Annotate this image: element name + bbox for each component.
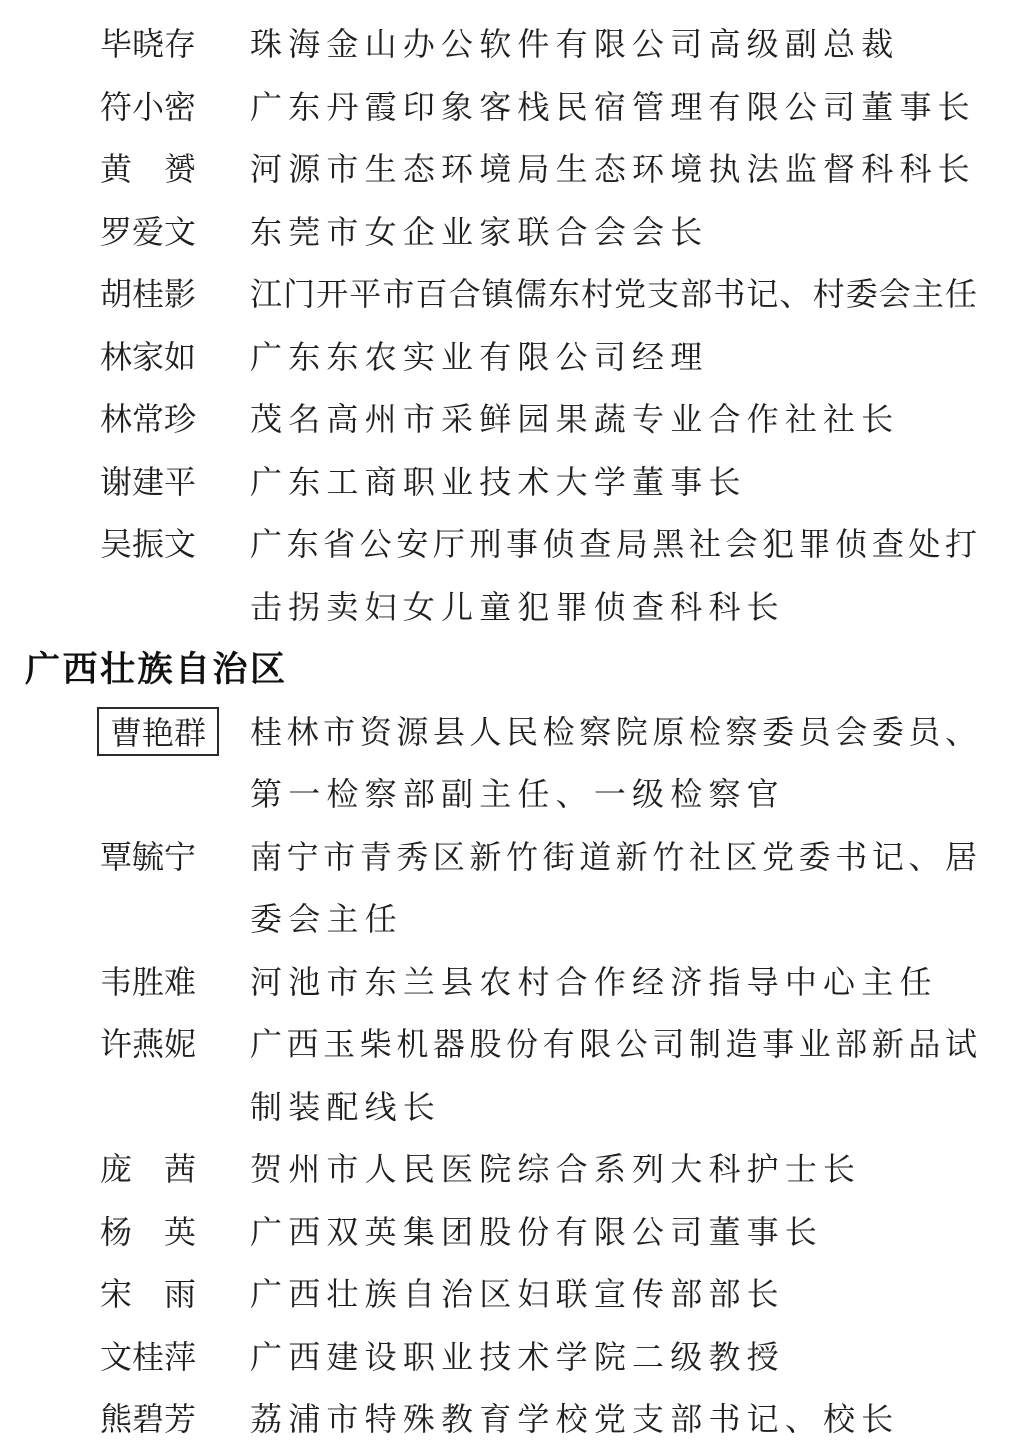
recipient-title-line: 广 东 东 农 实 业 有 限 公 司 经 理 <box>250 338 703 375</box>
recipient-entry <box>0 1261 1025 1324</box>
recipient-title-line: 广 东 工 商 职 业 技 术 大 学 董 事 长 <box>250 463 741 500</box>
recipient-name: 毕 晓 存 <box>100 26 197 63</box>
recipient-name-cell <box>0 1011 250 1074</box>
recipient-title-cell <box>250 699 1025 824</box>
recipient-entry <box>0 824 1025 949</box>
recipient-name-cell <box>0 824 250 887</box>
recipient-title-cell <box>250 1261 1025 1324</box>
recipient-name: 文 桂 萍 <box>100 1338 197 1375</box>
recipient-entry <box>0 386 1025 449</box>
recipient-name: 林 家 如 <box>100 338 197 375</box>
recipient-name: 韦 胜 难 <box>100 963 197 1000</box>
recipient-entry <box>0 1324 1025 1387</box>
recipient-title-cell <box>250 136 1025 199</box>
recipient-title-line: 贺 州 市 人 民 医 院 综 合 系 列 大 科 护 士 长 <box>250 1151 856 1188</box>
recipient-name: 谢 建 平 <box>100 463 197 500</box>
recipient-entry <box>0 1136 1025 1199</box>
recipient-name: 杨 英 <box>100 1213 196 1250</box>
recipient-name: 宋 雨 <box>100 1276 196 1313</box>
recipient-title-line: 广 东 省 公 安 厅 刑 事 侦 查 局 黑 社 会 犯 罪 侦 查 处 打 <box>250 526 977 563</box>
recipient-name: 覃 毓 宁 <box>100 838 197 875</box>
recipient-entry <box>0 324 1025 387</box>
recipient-entry <box>0 1011 1025 1136</box>
recipient-title-line: 第 一 检 察 部 副 主 任 、 一 级 检 察 官 <box>250 776 779 813</box>
recipient-entry <box>0 699 1025 824</box>
recipient-name-cell <box>0 511 250 574</box>
recipient-name-cell <box>0 386 250 449</box>
recipient-entry <box>0 136 1025 199</box>
recipient-name-cell <box>0 449 250 512</box>
recipient-title-cell <box>250 1324 1025 1387</box>
recipient-title-cell <box>250 1386 1025 1449</box>
recipient-title-line: 南 宁 市 青 秀 区 新 竹 街 道 新 竹 社 区 党 委 书 记 、 居 <box>250 838 977 875</box>
recipient-entry <box>0 511 1025 636</box>
recipient-title-line: 河 源 市 生 态 环 境 局 生 态 环 境 执 法 监 督 科 科 长 <box>250 151 970 188</box>
recipient-title-line: 东 莞 市 女 企 业 家 联 合 会 会 长 <box>250 213 703 250</box>
recipient-title-line: 茂 名 高 州 市 采 鲜 园 果 蔬 专 业 合 作 社 社 长 <box>250 401 894 438</box>
recipient-name-cell <box>0 74 250 137</box>
recipient-name-boxed: 曹 艳 群 <box>97 707 219 756</box>
recipient-entry <box>0 1199 1025 1262</box>
section-header: 广西壮族自治区 <box>25 650 288 690</box>
recipient-name: 黄 赟 <box>100 151 196 188</box>
recipient-name-cell <box>0 949 250 1012</box>
recipient-title-cell <box>250 824 1025 949</box>
recipient-name-cell <box>0 1324 250 1387</box>
recipient-name: 胡 桂 影 <box>100 276 197 313</box>
recipient-name-cell <box>0 699 250 756</box>
recipient-name: 许 燕 妮 <box>100 1026 197 1063</box>
recipient-title-line: 广 西 壮 族 自 治 区 妇 联 宣 传 部 部 长 <box>250 1276 779 1313</box>
recipient-title-line: 制 装 配 线 长 <box>250 1088 435 1125</box>
recipient-name: 庞 茜 <box>100 1151 196 1188</box>
recipient-entry <box>0 949 1025 1012</box>
recipient-entry <box>0 261 1025 324</box>
recipient-name-cell <box>0 261 250 324</box>
recipient-name-cell <box>0 324 250 387</box>
recipient-title-line: 广 西 玉 柴 机 器 股 份 有 限 公 司 制 造 事 业 部 新 品 试 <box>250 1026 977 1063</box>
recipient-title-cell <box>250 449 1025 512</box>
recipient-title-cell <box>250 386 1025 449</box>
recipient-name: 吴 振 文 <box>100 526 197 563</box>
recipient-title-line: 桂 林 市 资 源 县 人 民 检 察 院 原 检 察 委 员 会 委 员 、 <box>250 713 977 750</box>
recipient-title-cell <box>250 1199 1025 1262</box>
recipient-title-cell <box>250 261 1025 324</box>
recipient-entry <box>0 11 1025 74</box>
recipient-title-cell <box>250 199 1025 262</box>
recipient-entry <box>0 74 1025 137</box>
recipient-name: 符 小 密 <box>100 88 197 125</box>
recipient-name: 林 常 珍 <box>100 401 197 438</box>
recipient-title-cell <box>250 511 1025 636</box>
recipient-name-cell <box>0 1261 250 1324</box>
recipient-name-cell <box>0 11 250 74</box>
recipient-name-cell <box>0 1199 250 1262</box>
recipient-title-cell <box>250 1011 1025 1136</box>
recipient-name-cell <box>0 1386 250 1449</box>
recipient-title-cell <box>250 1136 1025 1199</box>
recipient-title-cell <box>250 324 1025 387</box>
recipient-name-cell <box>0 1136 250 1199</box>
recipient-entry <box>0 199 1025 262</box>
recipient-title-line: 广 西 建 设 职 业 技 术 学 院 二 级 教 授 <box>250 1338 779 1375</box>
recipient-title-cell <box>250 949 1025 1012</box>
recipient-title-line: 河 池 市 东 兰 县 农 村 合 作 经 济 指 导 中 心 主 任 <box>250 963 932 1000</box>
recipient-title-line: 广 东 丹 霞 印 象 客 栈 民 宿 管 理 有 限 公 司 董 事 长 <box>250 88 970 125</box>
recipient-title-line: 珠 海 金 山 办 公 软 件 有 限 公 司 高 级 副 总 裁 <box>250 26 894 63</box>
recipient-name: 熊 碧 芳 <box>100 1401 197 1438</box>
recipient-title-line: 击 拐 卖 妇 女 儿 童 犯 罪 侦 查 科 科 长 <box>250 588 779 625</box>
recipient-title-line: 荔 浦 市 特 殊 教 育 学 校 党 支 部 书 记 、 校 长 <box>250 1401 894 1438</box>
recipient-title-cell <box>250 11 1025 74</box>
award-recipient-list <box>0 11 1025 1449</box>
recipient-name-cell <box>0 136 250 199</box>
recipient-title-cell <box>250 74 1025 137</box>
recipient-title-line: 委 会 主 任 <box>250 901 397 938</box>
recipient-name-cell <box>0 199 250 262</box>
recipient-title-line: 江 门 开 平 市 百 合 镇 儒 东 村 党 支 部 书 记 、 村 委 会 主 任 <box>250 276 977 313</box>
recipient-name: 罗 爱 文 <box>100 213 197 250</box>
recipient-entry <box>0 1386 1025 1449</box>
recipient-entry <box>0 449 1025 512</box>
recipient-title-line: 广 西 双 英 集 团 股 份 有 限 公 司 董 事 长 <box>250 1213 817 1250</box>
